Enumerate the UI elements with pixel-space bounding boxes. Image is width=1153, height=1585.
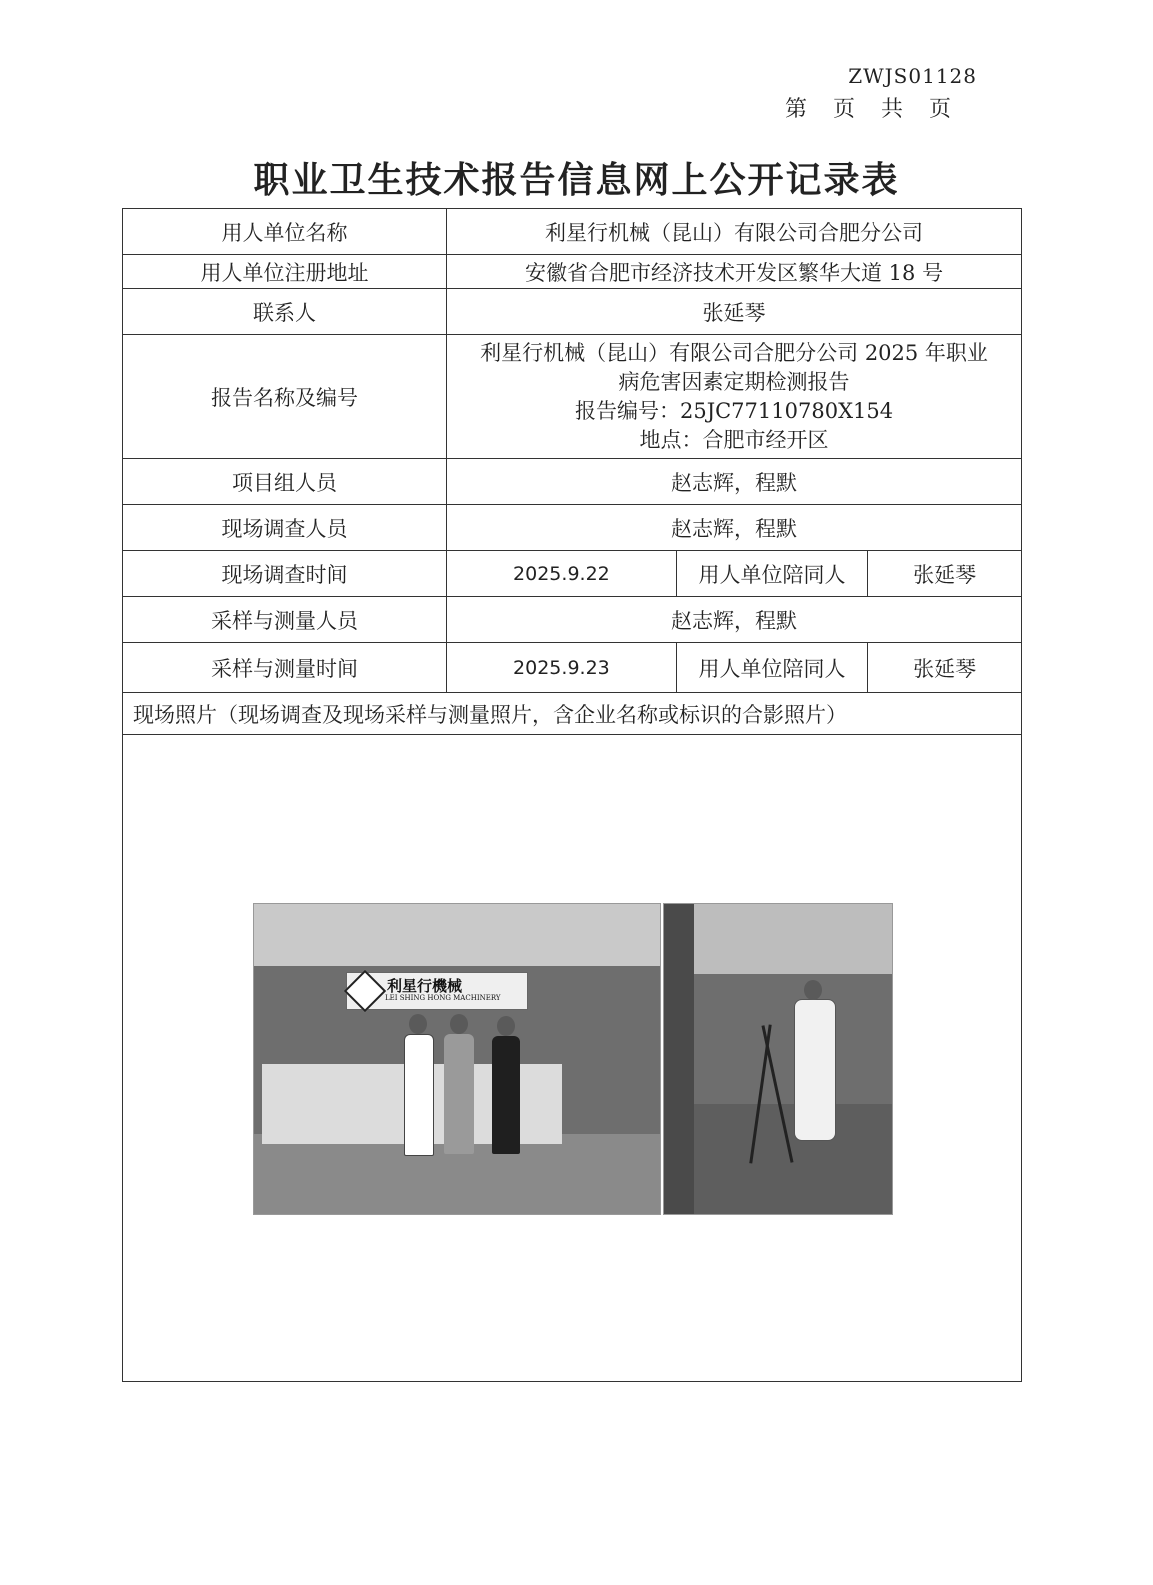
label-employer-name: 用人单位名称: [123, 209, 447, 255]
photos-header: 现场照片（现场调查及现场采样与测量照片，含企业名称或标识的合影照片）: [123, 693, 1022, 735]
page-info: 第页共页: [784, 97, 977, 122]
label-survey-companion: 用人单位陪同人: [676, 551, 868, 597]
row-survey-staff: [123, 505, 1022, 551]
row-employer-name: [123, 209, 1022, 255]
record-table: [122, 208, 1022, 1382]
row-contact: [123, 289, 1022, 335]
label-sampling-companion: 用人单位陪同人: [676, 643, 868, 693]
value-employer-address: 安徽省合肥市经济技术开发区繁华大道 18 号: [447, 255, 1022, 289]
value-employer-name: 利星行机械（昆山）有限公司合肥分公司: [447, 209, 1022, 255]
row-sampling-staff: [123, 597, 1022, 643]
label-survey-staff: 现场调查人员: [123, 505, 447, 551]
value-contact: 张延琴: [447, 289, 1022, 335]
group-photo: [253, 903, 661, 1215]
sampling-photo: [663, 903, 893, 1215]
photo-ceiling: [664, 904, 892, 974]
row-photos-header: [123, 693, 1022, 735]
worker-head: [804, 980, 822, 1000]
person-head: [409, 1014, 427, 1034]
label-sampling-staff: 采样与测量人员: [123, 597, 447, 643]
report-name-line1: 利星行机械（昆山）有限公司合肥分公司 2025 年职业: [480, 340, 988, 365]
company-sign-en: LEI SHING HONG MACHINERY: [385, 994, 501, 1002]
report-name-line2: 病危害因素定期检测报告: [618, 369, 850, 394]
photos-cell: [123, 735, 1022, 1382]
person-figure: [404, 1034, 434, 1156]
value-sampling-date: 2025.9.23: [447, 643, 677, 693]
person-head: [450, 1014, 468, 1034]
value-report: [447, 335, 1022, 459]
label-project-team: 项目组人员: [123, 459, 447, 505]
page-title: 职业卫生技术报告信息网上公开记录表: [253, 159, 900, 201]
value-survey-staff: 赵志辉，程默: [447, 505, 1022, 551]
value-survey-date: 2025.9.22: [447, 551, 677, 597]
label-employer-address: 用人单位注册地址: [123, 255, 447, 289]
row-report: [123, 335, 1022, 459]
label-sampling-time: 采样与测量时间: [123, 643, 447, 693]
worker-figure: [794, 999, 836, 1141]
photo-tree: [664, 904, 694, 1214]
value-project-team: 赵志辉，程默: [447, 459, 1022, 505]
person-head: [497, 1016, 515, 1036]
value-survey-companion: 张延琴: [868, 551, 1022, 597]
person-figure: [444, 1034, 474, 1154]
label-contact: 联系人: [123, 289, 447, 335]
row-sampling-time: [123, 643, 1022, 693]
value-sampling-staff: 赵志辉，程默: [447, 597, 1022, 643]
report-number: 报告编号：25JC77110780X154: [574, 398, 894, 423]
photo-ceiling: [254, 904, 660, 966]
label-survey-time: 现场调查时间: [123, 551, 447, 597]
row-employer-address: [123, 255, 1022, 289]
value-sampling-companion: 张延琴: [868, 643, 1022, 693]
company-sign-text: 利星行機械: [387, 977, 463, 995]
person-figure: [492, 1036, 520, 1154]
label-report: 报告名称及编号: [123, 335, 447, 459]
document-code: ZWJS01128: [848, 64, 977, 88]
photo-floor: [664, 1104, 892, 1214]
row-survey-time: [123, 551, 1022, 597]
row-project-team: [123, 459, 1022, 505]
row-photos: [123, 735, 1022, 1382]
report-location: 地点：合肥市经开区: [639, 427, 829, 452]
